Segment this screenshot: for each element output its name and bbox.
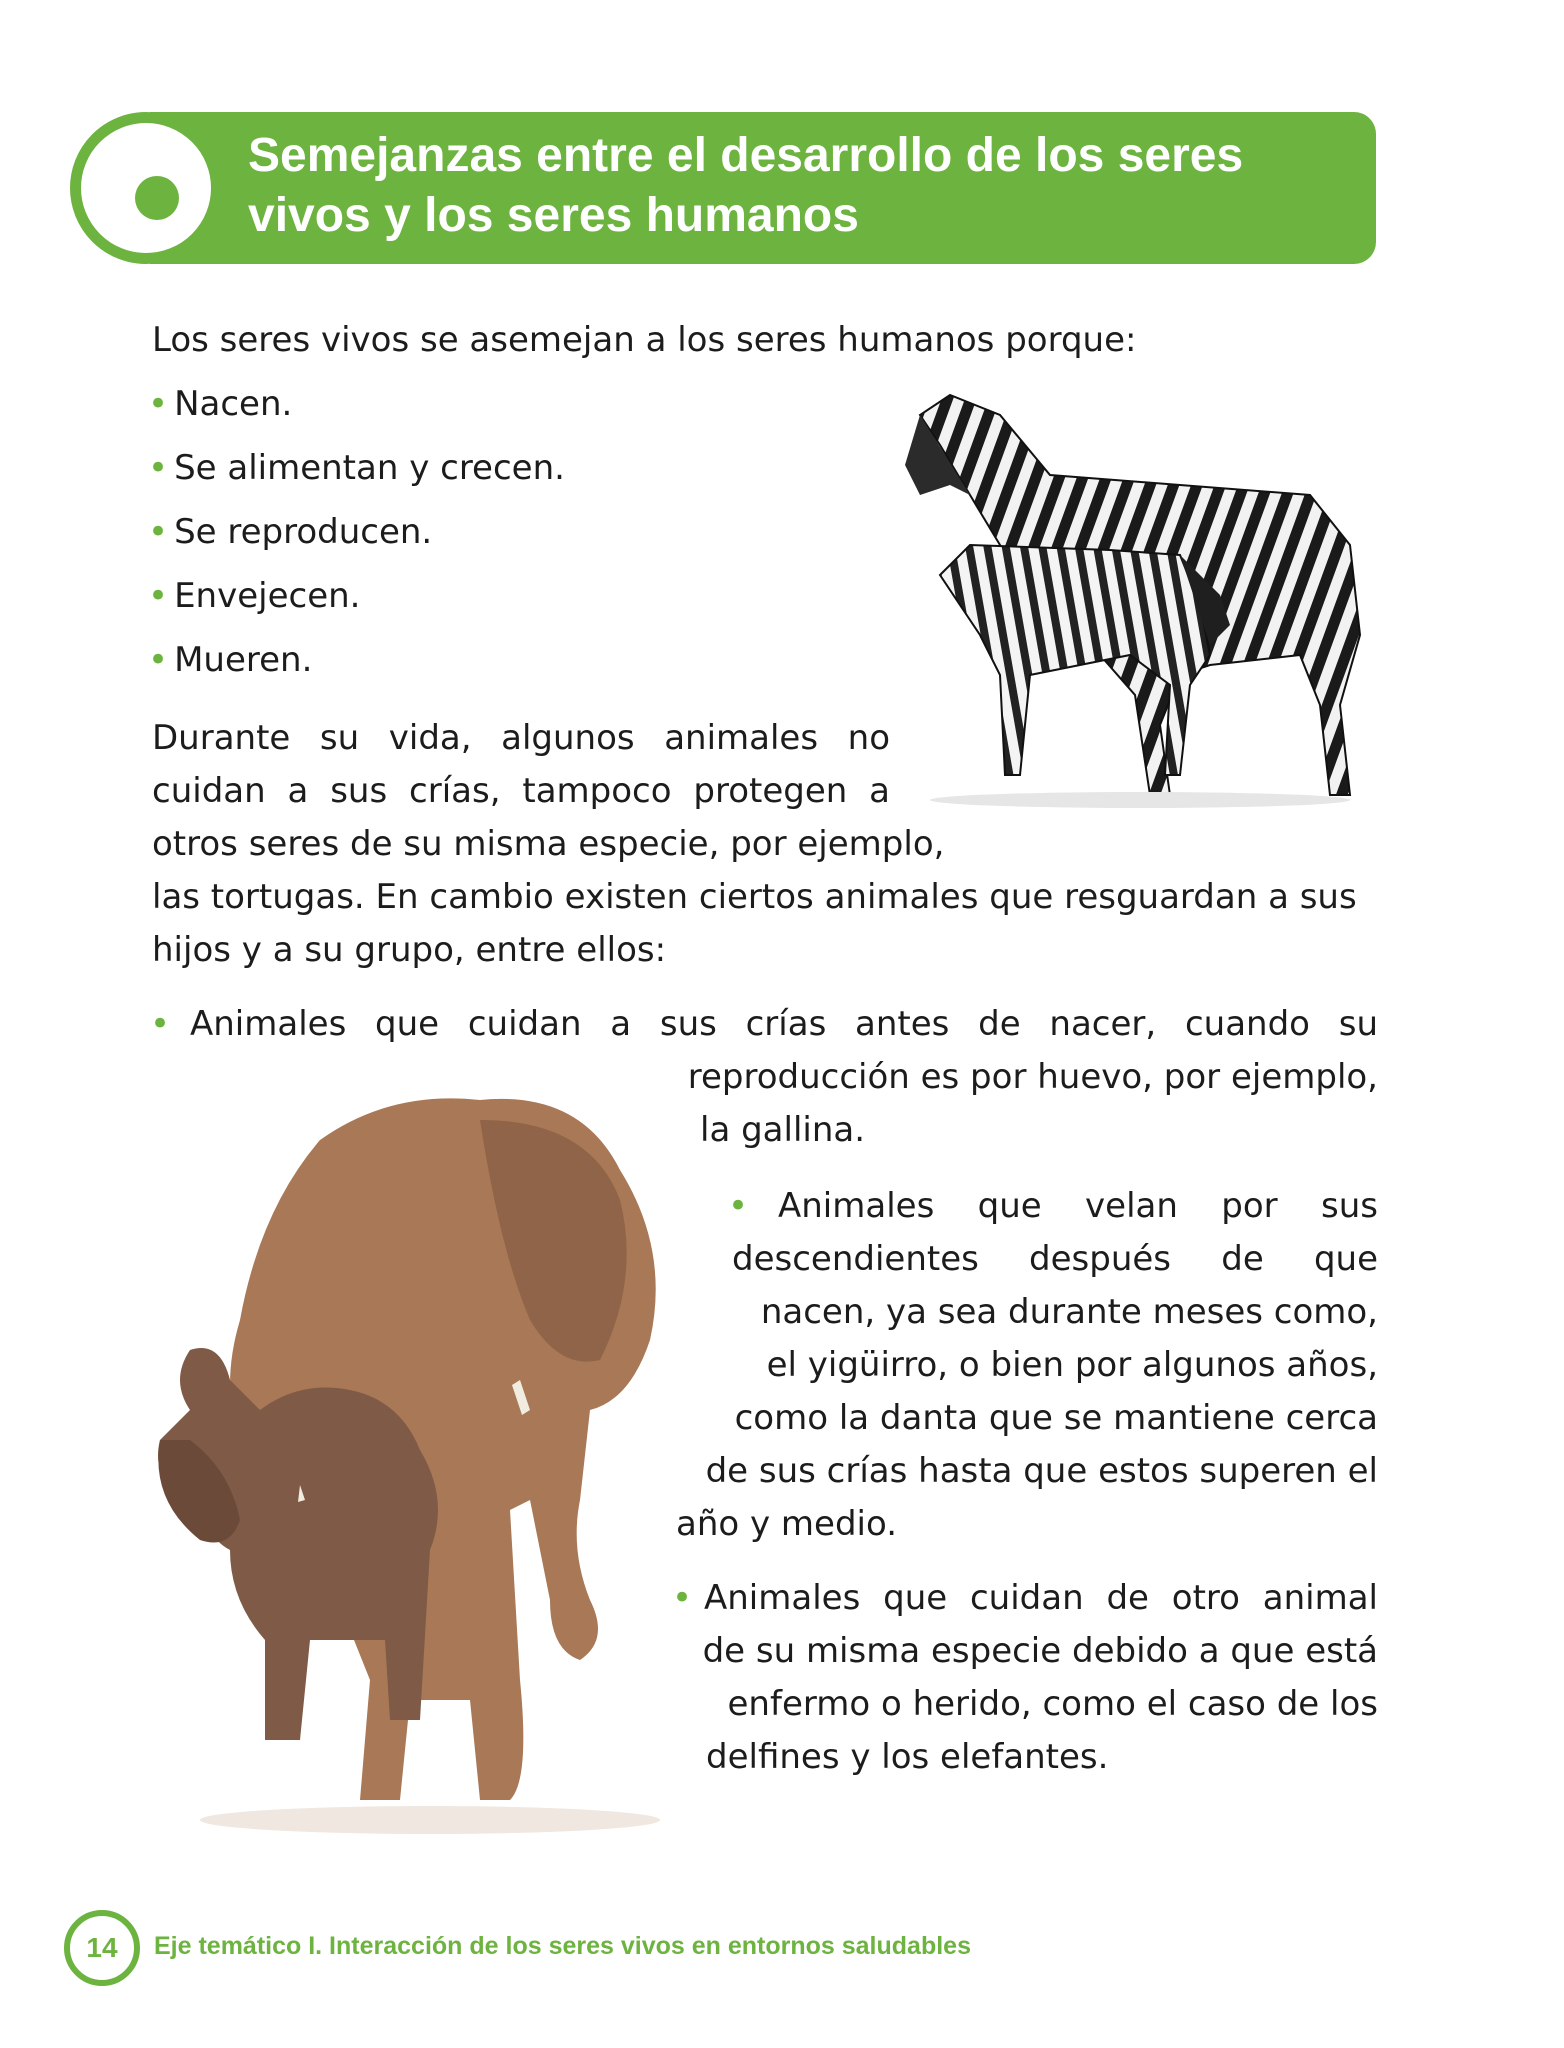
section-title — [248, 126, 1358, 246]
paragraph-line: cuidan a sus crías, tampoco protegen a — [152, 771, 890, 811]
bullet-icon: • — [728, 1186, 749, 1226]
paragraph-line: hijos y a su grupo, entre ellos: — [152, 930, 667, 970]
bullet-icon: • — [148, 512, 169, 552]
intro-text: Los seres vivos se asemejan a los seres humanos porque: — [152, 320, 1137, 360]
bullet-icon: • — [148, 384, 169, 424]
care-item-3-line: enfermo o herido, como el caso de los — [727, 1684, 1378, 1724]
bullet-icon: • — [148, 448, 169, 488]
bullet-icon: • — [148, 640, 169, 680]
page-number-badge — [64, 1910, 140, 1986]
care-item-2-line: descendientes después de que — [732, 1239, 1378, 1279]
footer-caption: Eje temático I. Interacción de los seres vivos en entornos saludables — [154, 1932, 971, 1960]
care-item-1-line: Animales que cuidan a sus crías antes de nacer, cuando su — [190, 1004, 1378, 1044]
care-item-2-line: como la danta que se mantiene cerca — [734, 1398, 1378, 1438]
care-item-2-line: Animales que velan por sus — [778, 1186, 1378, 1226]
elephant-with-calf-image — [150, 1080, 693, 1860]
badge-dot — [135, 176, 179, 220]
paragraph-line: otros seres de su misma especie, por ejemplo, — [152, 824, 945, 864]
care-item-3-line: de su misma especie debido a que está — [702, 1631, 1378, 1671]
section-badge-icon — [70, 112, 222, 264]
care-item-2-line: año y medio. — [676, 1504, 897, 1544]
care-item-3-line: delfines y los elefantes. — [706, 1737, 1109, 1777]
list-item: • Se alimentan y crecen. — [148, 448, 565, 488]
title-line-2: vivos y los seres humanos — [248, 189, 859, 242]
care-item-3-line: Animales que cuidan de otro animal — [704, 1578, 1378, 1618]
care-item-2-line: de sus crías hasta que estos superen el — [705, 1451, 1378, 1491]
page-number: 14 — [86, 1932, 118, 1963]
paragraph-line: las tortugas. En cambio existen ciertos animales que resguardan a sus — [152, 877, 1357, 917]
paragraph-line: Durante su vida, algunos animales no — [152, 718, 890, 758]
title-line-1: Semejanzas entre el desarrollo de los seres — [248, 129, 1244, 182]
list-item: • Envejecen. — [148, 576, 361, 616]
care-item-1-line: la gallina. — [700, 1110, 866, 1150]
bullet-icon: • — [150, 1004, 171, 1044]
care-item-1-line: reproducción es por huevo, por ejemplo, — [687, 1057, 1378, 1097]
list-item: • Se reproducen. — [148, 512, 433, 552]
zebra-with-foal-image — [880, 375, 1380, 815]
bullet-icon: • — [148, 576, 169, 616]
care-item-2-line: nacen, ya sea durante meses como, — [760, 1292, 1378, 1332]
list-item: • Nacen. — [148, 384, 293, 424]
bullet-icon: • — [672, 1578, 693, 1618]
list-item: • Mueren. — [148, 640, 313, 680]
care-item-2-line: el yigüirro, o bien por algunos años, — [766, 1345, 1378, 1385]
